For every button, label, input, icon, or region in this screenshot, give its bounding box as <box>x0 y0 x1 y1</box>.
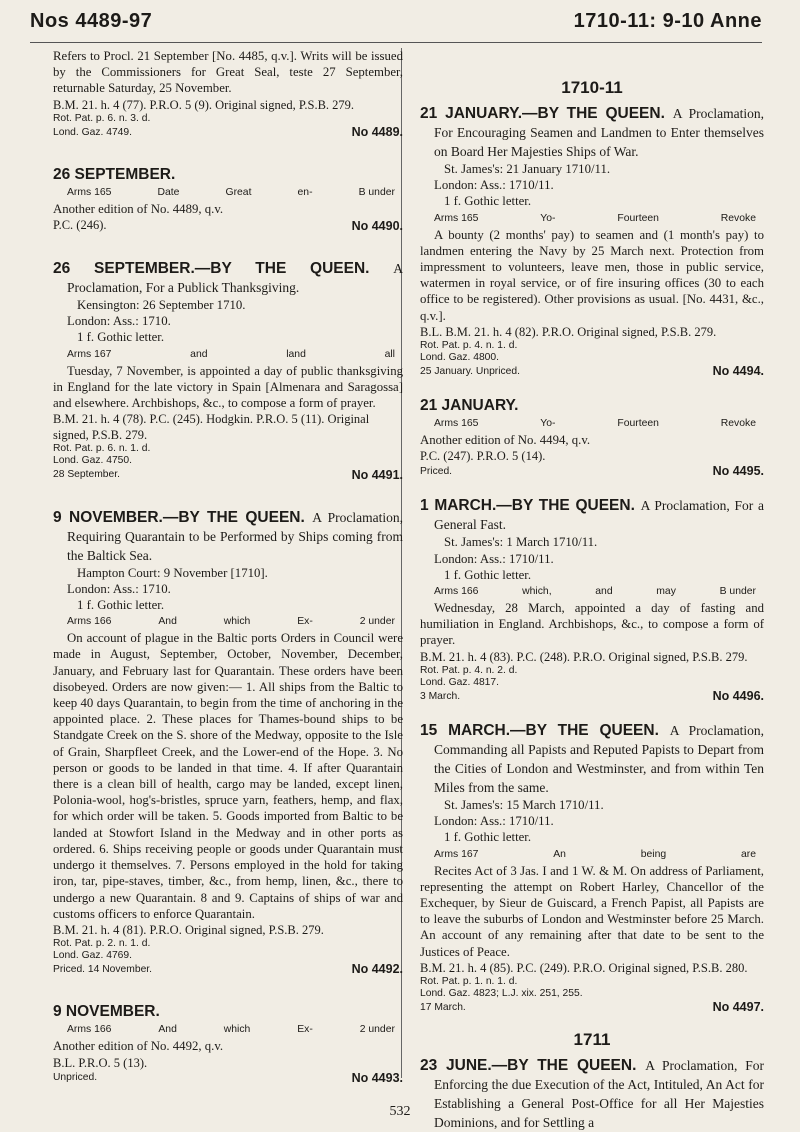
entry-refs: B.M. 21. h. 4 (78). P.C. (245). Hodgkin. P.R.O. 5 (11). Original signed, P.S.B. 279. <box>53 412 370 443</box>
entry-printer: London: Ass.: 1710. <box>67 581 171 596</box>
entry-4489 <box>53 48 403 139</box>
entry-format: 1 f. Gothic letter. <box>444 830 532 845</box>
entry-refs: B.L. P.R.O. 5 (13). <box>53 1055 148 1070</box>
entry-body: Wednesday, 28 March, appointed a day of fasting and humiliation in England. Archbishops, &c., to compose a form of prayer. <box>420 601 764 648</box>
entry-place: St. James's: 15 March 1710/11. <box>444 798 604 813</box>
entry-format: 1 f. Gothic letter. <box>444 567 532 582</box>
entry-refs: P.C. (247). P.R.O. 5 (14). <box>420 449 546 464</box>
entry-refs: B.M. 21. h. 4 (85). P.C. (249). P.R.O. Original signed, P.S.B. 280. <box>420 960 748 975</box>
catchwords: Arms 165 Yo- Fourteen Revoke <box>434 212 756 224</box>
entry-printer: London: Ass.: 1710/11. <box>434 814 554 829</box>
entry-number: No 4492. <box>351 962 403 977</box>
entry-number: No 4489. <box>351 124 403 139</box>
year-heading: 1710-11 <box>561 78 623 97</box>
entry-format: 1 f. Gothic letter. <box>444 194 532 209</box>
entry-4493: 9 NOVEMBER. Arms 166 And which Ex- 2 under Another edition of No. 4492, q.v. B.L. P.R.O. 5 (13). Unpriced. No 4493. <box>53 1003 403 1085</box>
entry-place: Kensington: 26 September 1710. <box>77 298 246 313</box>
entry-number: No 4496. <box>712 689 764 704</box>
entry-place: St. James's: 21 January 1710/11. <box>444 162 611 176</box>
catchwords: Arms 167 and land all <box>67 348 395 360</box>
entry-number: No 4497. <box>712 1000 764 1015</box>
entry-4490 <box>53 165 403 233</box>
entry-heading: 1 MARCH.—BY THE QUEEN. A Proclamation, For a General Fast. <box>420 497 764 533</box>
entry-number: No 4491. <box>351 467 403 482</box>
entry-4495: 21 JANUARY. Arms 165 Yo- Fourteen Revoke Another edition of No. 4494, q.v. P.C. (247). P.R.O. 5 (14). Priced. No 4495. <box>420 397 764 479</box>
catchwords: Arms 166 which, and may B under <box>434 586 756 598</box>
running-head-date: 1710-11: 9-10 Anne <box>573 10 762 32</box>
page-number: 532 <box>389 1104 411 1119</box>
entry-heading: 9 NOVEMBER. <box>53 1003 160 1021</box>
catchwords: Arms 166 And which Ex- 2 under <box>67 616 395 628</box>
header-rule <box>30 42 762 43</box>
entry-4491: 26 SEPTEMBER.—BY THE QUEEN. A Proclamation, For a Publick Thanksgiving. Kensington: 26 September 1710. London: Ass.: 1710. 1 f. Gothic letter. Arms 167 and land all Tuesday, 7 November, is appointed a day of public thanksgiving in England for the late victory in Spain [Almenara and Saragossa] and elsewhere. Archbishops, &c., to compose a form of prayer. B.M. 21. h. 4 (78). P.C. (245). Hodgkin. P.R.O. 5 (11). Original signed, P.S.B. 279. Rot. Pat. p. 6. n. 1. d. Lond. Gaz. 4750. 28 September. No 4491. <box>53 260 403 482</box>
entry-body: Refers to Procl. 21 September [No. 4485, q.v.]. Writs will be issued by the Commissioners for Great Seal, teste 27 September, returnable Saturday, 25 November. <box>53 49 403 96</box>
entry-4494: 21 JANUARY.—BY THE QUEEN. A Proclamation, For Encouraging Seamen and Landmen to Enter themselves on Board Her Majesties Ships of War. St. James's: 21 January 1710/11. London: Ass.: 1710/11. 1 f. Gothic letter. Arms 165 Yo- Fourteen Revoke A bounty (2 months' pay) to seamen and (1 month's pay) to landmen entering the Navy by 25 March next. Protection from impressment to volunteers, leave men, those in public service, watermen in royal service, or of fire insuring offices (30 to each office to be registered). Other provisions as usual. [No. 4431, &c., q.v.]. B.L. B.M. 21. h. 4 (82). P.R.O. Original signed, P.S.B. 279. Rot. Pat. p. 4. n. 1. d. Lond. Gaz. 4800. 25 January. Unpriced. No 4494. <box>420 105 764 379</box>
entry-body: Recites Act of 3 Jas. I and 1 W. & M. On address of Parliament, representing the attempt on Robert Harley, Chancellor of the Exchequer, by Sieur de Guiscard, a French Papist, all Papists are to leave the suburbs of London and Westminster before 25 March. An account of any remaining after that date to be sent to the Justices of Peace. <box>420 863 764 959</box>
entry-number: No 4493. <box>351 1070 403 1085</box>
entry-printer: London: Ass.: 1710. <box>67 314 171 329</box>
entry-place: St. James's: 1 March 1710/11. <box>444 535 598 550</box>
entry-heading: 15 MARCH.—BY THE QUEEN. A Proclamation, Commanding all Papists and Reputed Papists to Depart from the Cities of London and Westminster, and from within Ten Miles from the same. <box>420 722 764 796</box>
entry-heading: 23 JUNE.—BY THE QUEEN. A Proclamation, For Enforcing the due Execution of the Act, Intituled, An Act for Establishing a General Post-Office for all Her Majesties Dominions, and for Settling a <box>420 1057 764 1131</box>
entry-refs: B.M. 21. h. 4 (77). P.R.O. 5 (9). Original signed, P.S.B. 279. <box>53 97 355 112</box>
right-column <box>420 48 764 1132</box>
entry-4497: 15 MARCH.—BY THE QUEEN. A Proclamation, Commanding all Papists and Reputed Papists to Depart from the Cities of London and Westminster, and from within Ten Miles from the same. St. James's: 15 March 1710/11. London: Ass.: 1710/11. 1 f. Gothic letter. Arms 167 An being are Recites Act of 3 Jas. I and 1 W. & M. On address of Parliament, representing the attempt on Robert Harley, Chancellor of the Exchequer, by Sieur de Guiscard, a French Papist, all Papists are to leave the suburbs of London and Westminster before 25 March. An account of any remaining after that date to be sent to the Justices of Peace. B.M. 21. h. 4 (85). P.C. (249). P.R.O. Original signed, P.S.B. 280. Rot. Pat. p. 1. n. 1. d. Lond. Gaz. 4823; L.J. xix. 251, 255. 17 March. No 4497. <box>420 722 764 1015</box>
entry-place: Hampton Court: 9 November [1710]. <box>77 565 268 580</box>
entry-4492: 9 NOVEMBER.—BY THE QUEEN. A Proclamation, Requiring Quarantain to be Performed by Ships coming from the Baltick Sea. Hampton Court: 9 November [1710]. London: Ass.: 1710. 1 f. Gothic letter. Arms 166 And which Ex- 2 under On account of plague in the Baltic ports Orders in Council were made in August, September, October, November, December, January, and February last for Quarantain. These orders have been disobeyed. Orders are now given:— 1. All ships from the Baltic to keep 40 days Quarantain, to begin from the time of anchoring in the appointed place. 2. These places for Thames-bound ships to be Standgate Creek on the S. shore of the Medway, opposite to the Isle of Grain, Sharpfleet Creek, and the Lower-end of the Hope. 3. No person or goods to be landed in that time. 4. If after Quarantain there is a clean bill of health, cargo may be landed, except linen, Polonia-wool, hog's-bristles, spruce yarn, feathers, hemp, and flax, for which order will be taken. 5. Goods imported from Baltic to be landed at Stowfort Island in the Medway and in other ports as ordered. 6. Ships receiving people or goods under Quarantain must undergo it themselves. 7. Persons employed in the hold for taking iron, tar, pipe-staves, timber, &c., from hemp, linen, &c., there to undergo a new Quarantain. 8 and 9. Captains of ships of war and customs officers to enforce Quarantain. B.M. 21. h. 4 (81). P.R.O. Original signed, P.S.B. 279. Rot. Pat. p. 2. n. 1. d. Lond. Gaz. 4769. Priced. 14 November. No 4492. <box>53 508 403 977</box>
catchwords: Arms 166 And which Ex- 2 under <box>67 1024 395 1036</box>
entry-body: Another edition of No. 4492, q.v. <box>53 1039 224 1054</box>
entry-heading: 9 NOVEMBER.—BY THE QUEEN. A Proclamation, Requiring Quarantain to be Performed by Ships coming from the Baltick Sea. <box>53 508 403 563</box>
entry-heading: 21 JANUARY. <box>420 397 519 415</box>
entry-body: Tuesday, 7 November, is appointed a day of public thanksgiving in England for the late victory in Spain [Almenara and Saragossa] and elsewhere. Archbishops, &c., to compose a form of prayer. <box>53 363 403 411</box>
entry-body: Another edition of No. 4494, q.v. <box>420 433 591 448</box>
entry-heading: 26 SEPTEMBER.—BY THE QUEEN. A Proclamation, For a Publick Thanksgiving. <box>53 260 403 296</box>
entry-refs: B.M. 21. h. 4 (83). P.C. (248). P.R.O. Original signed, P.S.B. 279. <box>420 649 748 664</box>
entry-refs: B.M. 21. h. 4 (81). P.R.O. Original signed, P.S.B. 279. <box>53 922 324 937</box>
catchwords: Arms 167 An being are <box>434 848 756 860</box>
entry-body: On account of plague in the Baltic ports Orders in Council were made in August, September, October, November, December, January, and February last for Quarantain. These orders have been disobeyed. Orders are now given:— 1. All ships from the Baltic to keep 40 days Quarantain, to begin from the time of anchoring in the appointed place. 2. These places for Thames-bound ships to be Standgate Creek on the S. shore of the Medway, opposite to the Isle of Grain, Sharpfleet Creek, and the Lower-end of the Hope. 3. No person or goods to be landed in that time. 4. If after Quarantain there is a clean bill of health, cargo may be landed, except linen, Polonia-wool, hog's-bristles, spruce yarn, feathers, hemp, and flax, for which order will be taken. 5. Goods imported from Baltic to be landed at Stowfort Island in the Medway and in other ports as ordered. 6. Ships receiving people or goods under Quarantain must undergo it themselves. 7. Persons employed in the hold for taking iron, tar, pipe-staves, timber, &c., from hemp, linen, &c., there to undergo a new Quarantain. 8 and 9. Captains of ships of war and customs officers to enforce Quarantain. <box>53 631 403 921</box>
entry-heading: 21 JANUARY.—BY THE QUEEN. A Proclamation, For Encouraging Seamen and Landmen to Enter themselves on Board Her Majesties Ships of War. <box>420 105 764 159</box>
entry-number: No 4490. <box>351 219 403 234</box>
entry-printer: London: Ass.: 1710/11. <box>434 178 554 193</box>
entry-format: 1 f. Gothic letter. <box>77 598 165 613</box>
entry-last <box>420 1056 764 1132</box>
entry-rot: Rot. Pat. p. 6. n. 3. d. <box>53 112 151 124</box>
year-heading: 1711 <box>573 1030 611 1050</box>
catchwords: Arms 165 Date Great en- B under <box>67 186 395 198</box>
entry-body: Another edition of No. 4489, q.v. <box>53 201 224 216</box>
left-column <box>53 48 403 1085</box>
entry-number: No 4495. <box>712 464 764 479</box>
entry-refs: P.C. (246). <box>53 218 107 233</box>
entry-gazette: Lond. Gaz. 4749. <box>53 126 133 138</box>
entry-printer: London: Ass.: 1710/11. <box>434 551 554 566</box>
entry-refs: B.L. B.M. 21. h. 4 (82). P.R.O. Original signed, P.S.B. 279. <box>420 324 717 339</box>
entry-format: 1 f. Gothic letter. <box>77 330 165 345</box>
running-head-numbers: Nos 4489-97 <box>30 10 153 32</box>
entry-heading: 26 SEPTEMBER. <box>53 165 176 183</box>
entry-body: A bounty (2 months' pay) to seamen and (1 month's pay) to landmen entering the Navy by 25 March next. Protection from impressment to volunteers, leave men, those in public service, watermen in royal service, or of fire insuring offices (30 to each office to be registered). Other provisions as usual. [No. 4431, &c., q.v.]. <box>420 227 764 323</box>
entry-4496: 1 MARCH.—BY THE QUEEN. A Proclamation, For a General Fast. St. James's: 1 March 1710/11. London: Ass.: 1710/11. 1 f. Gothic letter. Arms 166 which, and may B under Wednesday, 28 March, appointed a day of fasting and humiliation in England. Archbishops, &c., to compose a form of prayer. B.M. 21. h. 4 (83). P.C. (248). P.R.O. Original signed, P.S.B. 279. Rot. Pat. p. 4. n. 2. d. Lond. Gaz. 4817. 3 March. No 4496. <box>420 497 764 704</box>
catchwords: Arms 165 Yo- Fourteen Revoke <box>434 418 756 430</box>
entry-number: No 4494. <box>712 364 764 379</box>
